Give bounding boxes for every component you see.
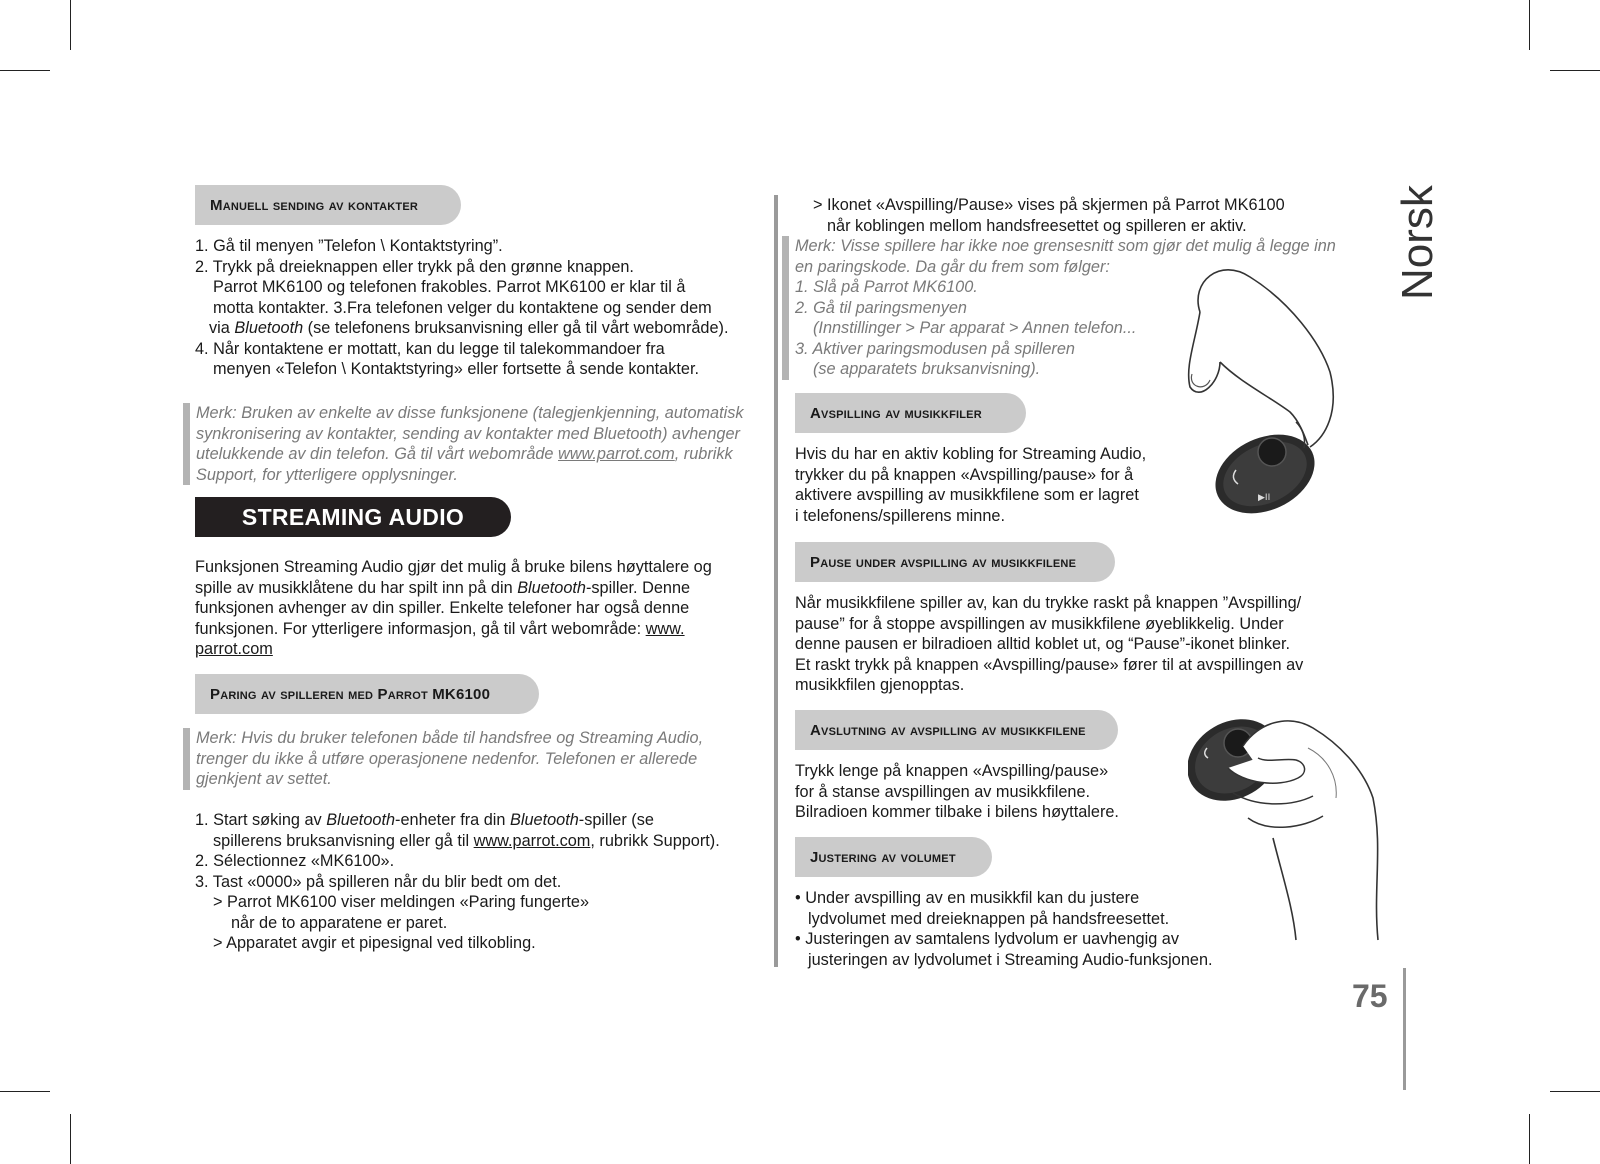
section-header-manual-contacts	[195, 185, 461, 225]
parrot-link[interactable]: www.	[645, 619, 685, 638]
page-number: 75	[1352, 978, 1388, 1014]
parrot-link[interactable]: parrot.com	[195, 640, 273, 658]
crop-mark	[0, 1091, 50, 1092]
list-item: lydvolumet med dreieknappen på handsfreesettet.	[808, 909, 1170, 928]
streaming-audio-intro	[195, 557, 765, 660]
paragraph-line: pause” for å stoppe avspillingen av musikkfilene øyeblikkelig. Under	[795, 614, 1284, 633]
section-header-stop	[795, 710, 1118, 750]
list-item: > Apparatet avgir et pipesignal ved tilkobling.	[213, 934, 536, 952]
list-item: når de to apparatene er paret.	[231, 913, 448, 932]
volume-list	[795, 888, 1265, 970]
pairing-result-text	[813, 195, 1333, 236]
text-run: Bluetooth	[234, 319, 304, 337]
page-number-rule	[1403, 968, 1406, 1090]
svg-text:▶II: ▶II	[1258, 493, 1271, 503]
list-item: • Under avspilling av en musikkfil kan du justere	[795, 889, 1140, 907]
list-item: 1. Gå til menyen ”Telefon \ Kontaktstyring”.	[195, 237, 503, 255]
section-title: Avspilling av musikkfiler	[810, 404, 982, 422]
crop-mark	[70, 0, 71, 50]
note-line: 3. Aktiver paringsmodusen på spilleren	[795, 339, 1075, 358]
text-run: (se telefonens bruksanvisning eller gå til vårt webområde).	[303, 319, 729, 337]
paragraph-line: aktivere avspilling av musikkfilene som er lagret	[795, 486, 1139, 504]
note-line: synkronisering av kontakter, sending av kontakter med Bluetooth) avhenger	[196, 424, 740, 443]
pairing-steps	[195, 810, 765, 954]
text-run: Bluetooth	[517, 578, 586, 597]
note-line: Merk: Visse spillere har ikke noe grensesnitt som gjør det mulig å legge inn	[795, 237, 1336, 255]
paragraph-line: denne pausen er bilradioen alltid koblet ut, og “Pause”-ikonet blinker.	[795, 635, 1291, 653]
crop-mark	[1550, 1091, 1600, 1092]
section-header-volume	[795, 837, 992, 877]
list-item: motta kontakter. 3.Fra telefonen velger du kontaktene og sender dem	[213, 298, 712, 317]
paragraph-line: Funksjonen Streaming Audio gjør det mulig å bruke bilens høyttalere og	[195, 558, 712, 576]
language-tab-label: Norsk	[1393, 185, 1442, 301]
note-line: Merk: Hvis du bruker telefonen både til handsfree og Streaming Audio,	[196, 729, 704, 747]
parrot-link[interactable]: www.parrot.com	[558, 445, 675, 463]
list-item: • Justeringen av samtalens lydvolum er uavhengig av	[795, 930, 1179, 948]
list-item: > Parrot MK6100 viser meldingen «Paring fungerte»	[213, 893, 590, 911]
list-item: 2. Sélectionnez «MK6100».	[195, 852, 395, 870]
crop-mark	[1529, 0, 1530, 50]
crop-mark	[1529, 1114, 1530, 1164]
list-item: Parrot MK6100 og telefonen frakobles. Parrot MK6100 er klar til å	[213, 278, 686, 296]
list-item	[195, 318, 755, 339]
column-divider	[774, 195, 778, 967]
text-run: via	[209, 319, 235, 337]
paragraph-line: for å stanse avspillingen av musikkfilene.	[795, 782, 1091, 801]
crop-mark	[0, 70, 50, 71]
section-title: Paring av spilleren med Parrot MK6100	[210, 685, 491, 703]
section-header-pause	[795, 542, 1115, 582]
text-run: Bluetooth	[326, 811, 396, 829]
hand-pressing-remote-illustration	[1180, 262, 1340, 526]
paragraph-line: Bilradioen kommer tilbake i bilens høyttalere.	[795, 803, 1119, 821]
text-run: -spiller. Denne	[586, 578, 691, 597]
list-item	[195, 810, 765, 831]
section-title: Justering av volumet	[810, 848, 956, 866]
note-line: (Innstillinger > Par apparat > Annen telefon...	[813, 319, 1137, 337]
paragraph-line: Trykk lenge på knappen «Avspilling/pause»	[795, 762, 1109, 780]
text-run: spille av musikklåtene du har spilt inn på din	[195, 578, 518, 597]
paragraph-line: Et raskt trykk på knappen «Avspilling/pause» fører til at avspillingen av	[795, 655, 1304, 674]
list-item: menyen «Telefon \ Kontaktstyring» eller fortsette å sende kontakter.	[213, 360, 700, 378]
paragraph-line: når koblingen mellom handsfreesettet og spilleren er aktiv.	[827, 216, 1247, 235]
text-run: 1. Start søking av	[195, 811, 327, 829]
section-title: Pause under avspilling av musikkfilene	[810, 553, 1077, 571]
section-title: Avslutning av avspilling av musikkfilene	[810, 721, 1086, 739]
text-run: spillerens bruksanvisning eller gå til	[213, 831, 474, 850]
paragraph-line: > Ikonet «Avspilling/Pause» vises på skjermen på Parrot MK6100	[813, 196, 1285, 214]
parrot-link[interactable]: www.parrot.com	[473, 831, 591, 850]
paragraph-line: musikkfilen gjenopptas.	[795, 676, 965, 694]
note-box-functions	[183, 403, 766, 485]
manual-contacts-list	[195, 236, 755, 380]
list-item: justeringen av lydvolumet i Streaming Audio-funksjonen.	[808, 950, 1213, 969]
note-line	[196, 444, 766, 465]
note-box-pairing	[183, 728, 766, 790]
list-item	[195, 831, 765, 852]
note-line: (se apparatets bruksanvisning).	[813, 360, 1041, 378]
paragraph-line	[195, 619, 765, 640]
paragraph-line: trykker du på knappen «Avspilling/pause» for å	[795, 465, 1134, 484]
note-line: 2. Gå til paringsmenyen	[795, 298, 967, 317]
section-title: STREAMING AUDIO	[241, 503, 465, 530]
streaming-audio-header	[195, 497, 511, 537]
note-line: Support, for ytterligere opplysninger.	[196, 465, 458, 484]
text-run: , rubrikk	[674, 445, 733, 463]
paragraph-line: i telefonens/spillerens minne.	[795, 506, 1005, 525]
text-run: utelukkende av din telefon. Gå til vårt webområde	[196, 445, 559, 463]
section-header-pairing	[195, 674, 539, 714]
paragraph-line: Hvis du har en aktiv kobling for Streaming Audio,	[795, 445, 1147, 463]
section-header-playback	[795, 393, 1026, 433]
crop-mark	[70, 1114, 71, 1164]
text-run: funksjonen. For ytterligere informasjon, gå til vårt webområde:	[195, 619, 646, 638]
text-run: Bluetooth	[509, 811, 579, 829]
section-title: Manuell sending av kontakter	[210, 196, 419, 214]
paragraph-line: funksjonen avhenger av din spiller. Enkelte telefoner har også denne	[195, 599, 690, 617]
pause-text	[795, 593, 1355, 696]
playback-text	[795, 444, 1185, 526]
list-item: 2. Trykk på dreieknappen eller trykk på den grønne knappen.	[195, 257, 634, 276]
list-item: 4. Når kontaktene er mottatt, kan du legge til talekommandoer fra	[195, 339, 665, 358]
paragraph-line: Når musikkfilene spiller av, kan du trykke raskt på knappen ”Avspilling/	[795, 594, 1302, 612]
crop-mark	[1550, 70, 1600, 71]
list-item: 3. Tast «0000» på spilleren når du blir bedt om det.	[195, 872, 562, 891]
note-line: Merk: Bruken av enkelte av disse funksjonene (talegjenkjenning, automatisk	[196, 404, 744, 422]
note-line: 1. Slå på Parrot MK6100.	[795, 278, 978, 296]
text-run: , rubrikk Support).	[590, 831, 720, 850]
note-line: trenger du ikke å utføre operasjonene nedenfor. Telefonen er allerede	[196, 749, 698, 768]
text-run: -enheter fra din	[395, 811, 510, 829]
note-line: en paringskode. Da går du frem som følger:	[795, 257, 1110, 276]
paragraph-line	[195, 578, 765, 599]
stop-text	[795, 761, 1175, 823]
note-line: gjenkjent av settet.	[196, 770, 332, 788]
text-run: -spiller (se	[578, 811, 654, 829]
